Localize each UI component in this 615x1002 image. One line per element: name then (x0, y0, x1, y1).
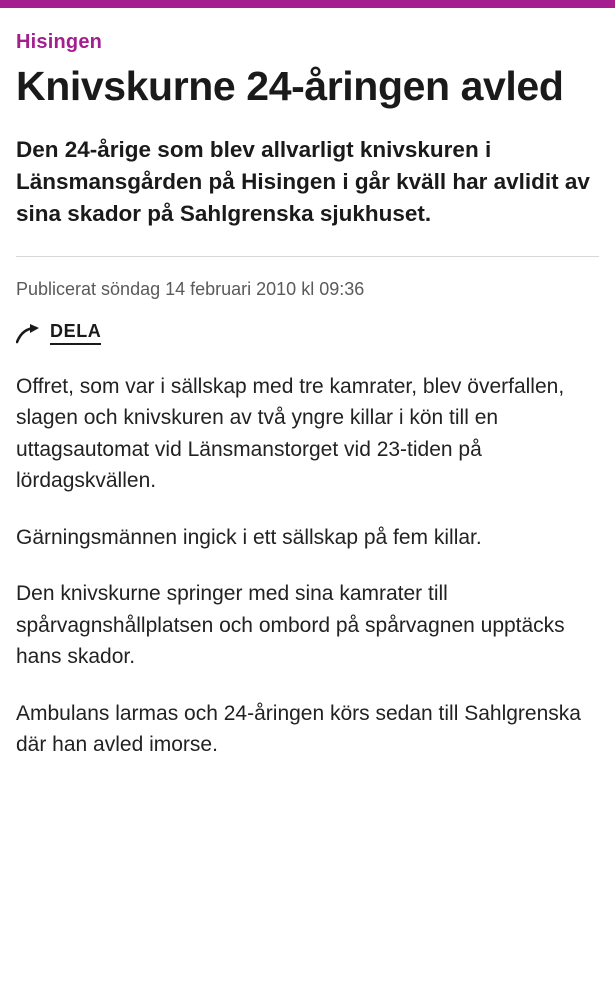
article-container (0, 30, 615, 761)
body-paragraph: Gärningsmännen ingick i ett sällskap på fem killar. (16, 525, 482, 549)
article-kicker[interactable]: Hisingen (16, 31, 103, 53)
brand-top-bar (0, 0, 615, 8)
share-label: DELA (50, 322, 101, 345)
published-timestamp: Publicerat söndag 14 februari 2010 kl 09:36 (16, 279, 365, 300)
article-lead: Den 24-årige som blev allvarligt knivskuren i Länsmansgården på Hisingen i går kväll har avlidit av sina skador på Sahlgrenska sjukhuset. (16, 137, 590, 227)
body-paragraph: Offret, som var i sällskap med tre kamrater, blev överfallen, slagen och knivskuren av två yngre killar i kön till en uttagsautomat vid Länsmanstorget vid 23-tiden på lördagskvällen. (16, 374, 565, 493)
share-arrow-icon (16, 324, 40, 344)
body-paragraph: Ambulans larmas och 24-åringen körs sedan till Sahlgrenska där han avled imorse. (16, 701, 581, 757)
page-title: Knivskurne 24-åringen avled (16, 63, 564, 109)
article-body (16, 371, 599, 761)
divider (16, 256, 599, 257)
body-paragraph: Den knivskurne springer med sina kamrater till spårvagnshållplatsen och ombord på spårvagnen upptäcks hans skador. (16, 582, 565, 669)
share-button[interactable] (16, 322, 599, 345)
